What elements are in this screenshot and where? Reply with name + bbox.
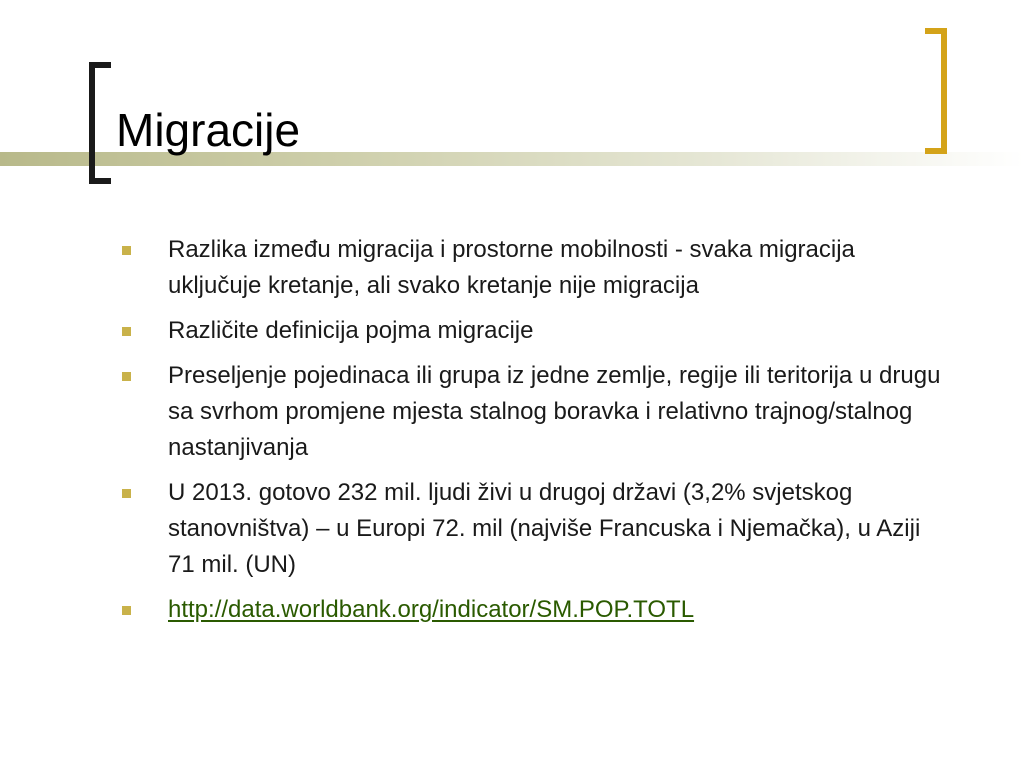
square-bullet-icon xyxy=(122,489,131,498)
bullet-text: Preseljenje pojedinaca ili grupa iz jedne zemlje, regije ili teritorija u drugu sa svrhom promjene mjesta stalnog boravka i relativno trajnog/stalnog nastanjivanja xyxy=(168,362,941,461)
bullet-item xyxy=(120,313,950,349)
bullet-item xyxy=(120,592,950,628)
square-bullet-icon xyxy=(122,327,131,336)
square-bullet-icon xyxy=(122,606,131,615)
bullet-text: U 2013. gotovo 232 mil. ljudi živi u drugoj državi (3,2% svjetskog stanovništva) – u Europi 72. mil (najviše Francuska i Njemačka), u Aziji 71 mil. (UN) xyxy=(168,479,921,578)
square-bullet-icon xyxy=(122,246,131,255)
bullet-list xyxy=(120,232,950,637)
worldbank-link[interactable]: http://data.worldbank.org/indicator/SM.POP.TOTL xyxy=(168,596,695,623)
bullet-text: Razlika između migracija i prostorne mobilnosti - svaka migracija uključuje kretanje, ali svako kretanje nije migracija xyxy=(168,236,855,299)
slide-title: Migracije xyxy=(116,104,301,156)
square-bullet-icon xyxy=(122,372,131,381)
bullet-item xyxy=(120,358,950,466)
bullet-text: Različite definicija pojma migracije xyxy=(168,317,534,344)
bullet-item xyxy=(120,232,950,304)
right-bracket-decoration xyxy=(925,28,947,154)
bullet-item xyxy=(120,475,950,583)
left-bracket-decoration xyxy=(89,62,111,184)
